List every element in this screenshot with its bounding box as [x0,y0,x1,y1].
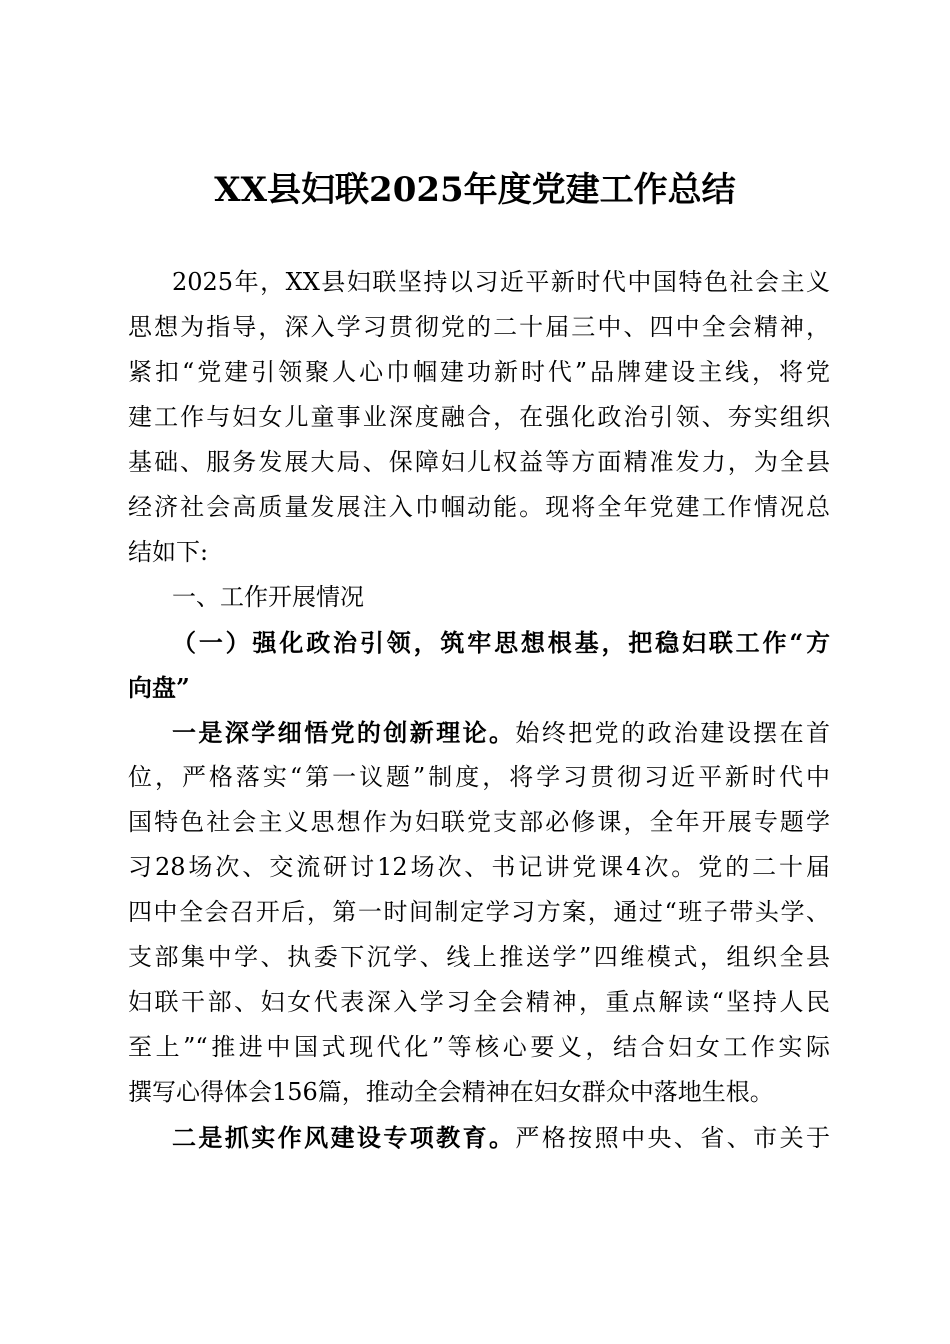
text-line: （一）强化政治引领，筑牢思想根基，把稳妇联工作“方 [172,628,830,657]
text-line: 撰写心得体会156篇，推动全会精神在妇女群众中落地生根。 [128,1078,774,1106]
text-line: 四中全会召开后，第一时间制定学习方案，通过“班子带头学、 [128,898,830,926]
text-line: 思想为指导，深入学习贯彻党的二十届三中、四中全会精神， [128,313,830,341]
text-line: 经济社会高质量发展注入巾帼动能。现将全年党建工作情况总 [128,493,830,521]
text-line: 向盘” [128,673,190,702]
document-title: XX县妇联2025年度党建工作总结 [214,170,736,210]
point-lead: 一是深学细悟党的创新理论。 [172,718,516,747]
subsection-heading [128,620,830,710]
point-text: 严格按照中央、省、市关于 [515,1124,831,1152]
text-line: 国特色社会主义思想作为妇联党支部必修课，全年开展专题学 [128,808,830,836]
text-line [128,710,830,755]
text-line: 至上”“推进中国式现代化”等核心要义，结合妇女工作实际 [128,1033,830,1061]
text-line [128,1115,830,1160]
point-lead: 二是抓实作风建设专项教育。 [172,1123,516,1152]
text-line: 紧扣“党建引领聚人心巾帼建功新时代”品牌建设主线，将党 [128,358,830,386]
text-line: 2025年，XX县妇联坚持以习近平新时代中国特色社会主义 [172,268,830,296]
text-line: 基础、服务发展大局、保障妇儿权益等方面精准发力，为全县 [128,448,830,476]
point-2-paragraph [128,1115,830,1160]
text-line: 建工作与妇女儿童事业深度融合，在强化政治引领、夯实组织 [128,403,830,431]
text-line: 习28场次、交流研讨12场次、书记讲党课4次。党的二十届 [128,853,830,881]
section-heading: 一、工作开展情况 [172,583,364,611]
point-text: 始终把党的政治建设摆在首 [515,719,831,747]
text-line: 结如下: [128,538,209,566]
document-body [128,260,830,1160]
text-line: 位，严格落实“第一议题”制度，将学习贯彻习近平新时代中 [128,763,830,791]
text-line: 支部集中学、执委下沉学、线上推送学”四维模式，组织全县 [128,943,830,971]
text-line: 妇联干部、妇女代表深入学习全会精神，重点解读“坚持人民 [128,988,830,1016]
point-1-paragraph [128,710,830,1115]
intro-paragraph [128,260,830,575]
